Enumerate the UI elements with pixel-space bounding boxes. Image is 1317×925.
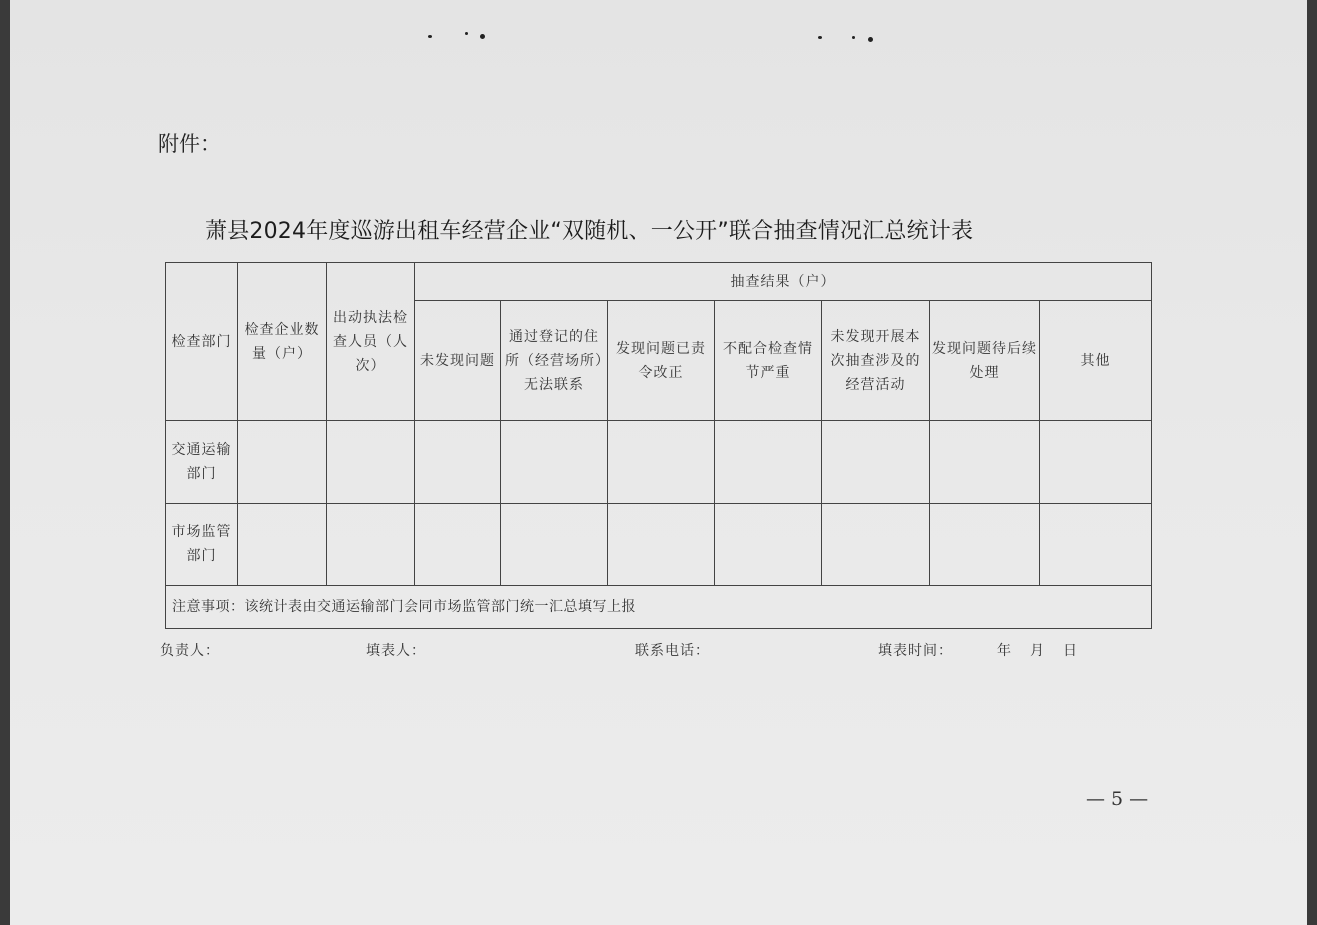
scan-speck: [480, 34, 485, 39]
table-cell[interactable]: [327, 421, 415, 503]
scan-speck: [818, 36, 822, 39]
result-corrected: 发现问题已责令改正: [608, 301, 715, 421]
table-cell[interactable]: [415, 421, 501, 503]
footer-phone: 联系电话：: [635, 643, 710, 659]
scan-speck: [852, 36, 855, 39]
table-cell[interactable]: [501, 421, 608, 503]
table-cell[interactable]: [238, 503, 327, 585]
table-cell[interactable]: [930, 503, 1040, 585]
table-cell[interactable]: [327, 503, 415, 585]
footer-fill-time: 填表时间：: [878, 643, 953, 659]
footer-day: 日: [1063, 643, 1078, 659]
table-cell[interactable]: [822, 503, 930, 585]
result-other: 其他: [1040, 301, 1152, 421]
table-cell[interactable]: [1040, 503, 1152, 585]
table-cell[interactable]: [608, 503, 715, 585]
header-dept: 检查部门: [166, 263, 238, 421]
result-uncooperative: 不配合检查情节严重: [715, 301, 822, 421]
table-cell[interactable]: [1040, 421, 1152, 503]
table-cell[interactable]: [501, 503, 608, 585]
table-cell[interactable]: [608, 421, 715, 503]
footer-filler: 填表人：: [366, 643, 426, 659]
footer-year: 年: [997, 643, 1012, 659]
table-cell[interactable]: [715, 503, 822, 585]
table-cell[interactable]: [415, 503, 501, 585]
row-dept-market: 市场监管部门: [166, 503, 238, 585]
header-inspector-count: 出动执法检查人员（人次）: [327, 263, 415, 421]
table-cell[interactable]: [715, 421, 822, 503]
table-title: 萧县2024年度巡游出租车经营企业“双随机、一公开”联合抽查情况汇总统计表: [205, 219, 974, 244]
table-cell[interactable]: [822, 421, 930, 503]
footer-month: 月: [1030, 643, 1045, 659]
footer-responsible: 负责人：: [160, 643, 220, 659]
result-unreachable: 通过登记的住所（经营场所）无法联系: [501, 301, 608, 421]
result-no-problem: 未发现问题: [415, 301, 501, 421]
scan-speck: [868, 37, 873, 42]
table-row: [166, 421, 1152, 503]
header-enterprise-count: 检查企业数量（户）: [238, 263, 327, 421]
header-results: 抽查结果（户）: [415, 263, 1152, 301]
document-page: [10, 0, 1307, 925]
scan-speck: [428, 35, 432, 38]
result-no-activity: 未发现开展本次抽查涉及的经营活动: [822, 301, 930, 421]
statistics-table: [165, 262, 1152, 629]
table-note: 注意事项：该统计表由交通运输部门会同市场监管部门统一汇总填写上报: [166, 585, 1152, 628]
attachment-label: 附件：: [158, 132, 221, 156]
table-cell[interactable]: [238, 421, 327, 503]
page-number: — 5 —: [1086, 788, 1149, 810]
row-dept-transport: 交通运输部门: [166, 421, 238, 503]
result-pending: 发现问题待后续处理: [930, 301, 1040, 421]
table-cell[interactable]: [930, 421, 1040, 503]
scan-speck: [465, 32, 468, 35]
table-row: [166, 503, 1152, 585]
